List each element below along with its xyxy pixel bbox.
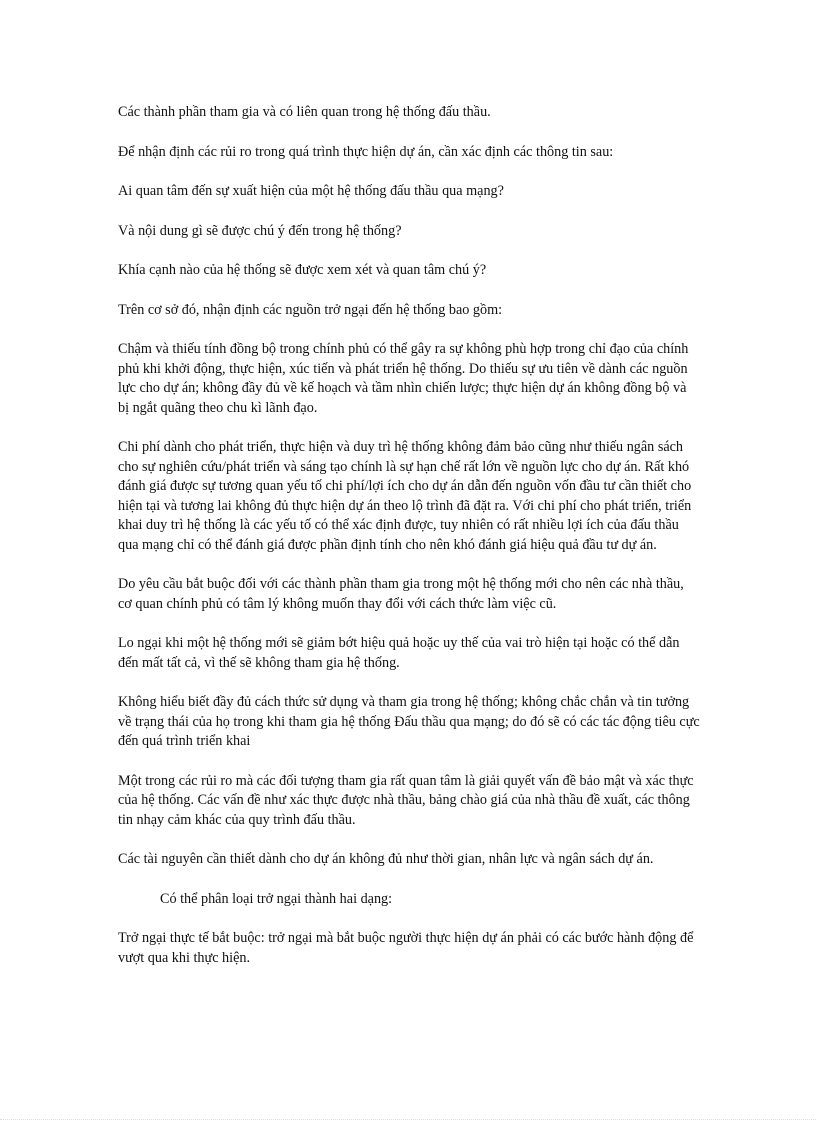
paragraph-mandatory-obstacle: Trở ngại thực tế bắt buộc: trở ngại mà bắt buộc người thực hiện dự án phải có các bước hành động để vượt qua khi thực hiện.: [118, 930, 694, 966]
paragraph-mandatory-requirements: Do yêu cầu bắt buộc đối với các thành phần tham gia trong một hệ thống mới cho nên các nhà thầu, cơ quan chính phủ có tâm lý không muốn thay đổi với cách thức làm việc cũ.: [118, 576, 684, 612]
paragraph-cost: Chi phí dành cho phát triển, thực hiện và duy trì hệ thống không đảm bảo cũng như thiếu ngân sách cho sự nghiên cứu/phát triển và sáng tạo chính là sự hạn chế rất lớn về nguồn lực cho dự án. Rất khó đánh giá được sự tương quan yếu tố chi phí/lợi ích cho dự án dẫn đến nguồn vốn đầu tư cần thiết cho hiện tại và tương lai không đủ thực hiện dự án theo lộ trình đã đặt ra. Với chi phí cho phát triển, triển khai duy trì hệ thống là các yếu tố có thể xác định được, tuy nhiên có rất nhiều lợi ích của đấu thầu qua mạng chỉ có thể đánh giá được phần định tính cho nên khó đánh giá hiệu quả đầu tư dự án.: [118, 439, 692, 553]
document-body: [118, 103, 700, 988]
paragraph-question-aspect: Khía cạnh nào của hệ thống sẽ được xem xét và quan tâm chú ý?: [118, 262, 487, 278]
paragraph-participants: Các thành phần tham gia và có liên quan trong hệ thống đấu thầu.: [118, 104, 491, 120]
paragraph-question-who: Ai quan tâm đến sự xuất hiện của một hệ thống đấu thầu qua mạng?: [118, 183, 504, 199]
page-bottom-divider: [0, 1119, 816, 1120]
paragraph-risk-identification: Để nhận định các rủi ro trong quá trình thực hiện dự án, cần xác định các thông tin sau:: [118, 143, 614, 160]
paragraph-lack-understanding: Không hiểu biết đầy đủ cách thức sử dụng và tham gia trong hệ thống; không chắc chắn và tin tưởng về trạng thái của họ trong khi tham gia hệ thống Đấu thầu qua mạng; do đó sẽ có các tác động tiêu cực đến quá trình triển khai: [118, 694, 700, 749]
paragraph-question-what: Và nội dung gì sẽ được chú ý đến trong hệ thống?: [118, 222, 402, 239]
paragraph-classification: Có thể phân loại trở ngại thành hai dạng:: [160, 890, 393, 907]
paragraph-resources: Các tài nguyên cần thiết dành cho dự án không đủ như thời gian, nhân lực và ngân sách dự án.: [118, 851, 654, 867]
paragraph-security: Một trong các rủi ro mà các đối tượng tham gia rất quan tâm là giải quyết vấn đề bảo mật và xác thực của hệ thống. Các vấn đề như xác thực được nhà thầu, bảng chào giá của nhà thầu đề xuất, các thông tin nhạy cảm khác của quy trình đấu thầu.: [118, 772, 694, 828]
paragraph-concern-new-system: Lo ngại khi một hệ thống mới sẽ giảm bớt hiệu quả hoặc uy thế của vai trò hiện tại hoặc có thể dẫn đến mất tất cả, vì thế sẽ không tham gia hệ thống.: [118, 635, 680, 671]
paragraph-obstacle-sources: Trên cơ sở đó, nhận định các nguồn trở ngại đến hệ thống bao gồm:: [118, 301, 503, 318]
paragraph-government-sync: Chậm và thiếu tính đồng bộ trong chính phủ có thể gây ra sự không phù hợp trong chỉ đạo của chính phủ khi khởi động, thực hiện, xúc tiến và phát triển hệ thống. Do thiếu sự ưu tiên về dành các nguồn lực cho dự án; không đầy đủ về kế hoạch và tầm nhìn chiến lược; thực hiện dự án không đồng bộ và bị ngắt quãng theo chu kì lãnh đạo.: [118, 341, 689, 416]
